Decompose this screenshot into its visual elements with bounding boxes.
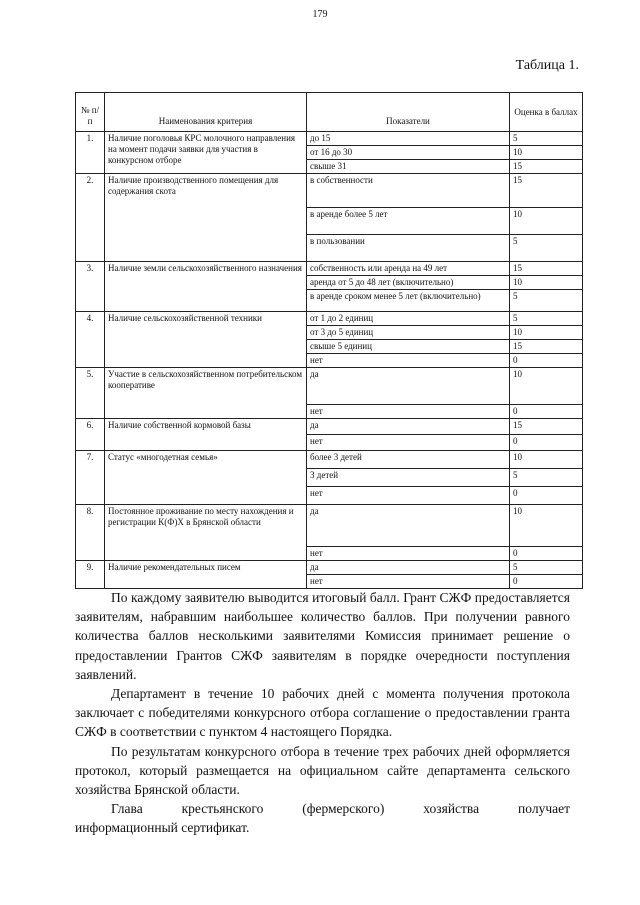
criterion-cell: Наличие рекомендательных писем: [105, 561, 307, 589]
indicator-cell: свыше 31: [307, 160, 510, 174]
score-cell: 5: [510, 312, 583, 326]
score-cell: 5: [510, 561, 583, 575]
criterion-cell: Наличие собственной кормовой базы: [105, 419, 307, 451]
indicator-cell: нет: [307, 547, 510, 561]
indicator-cell: нет: [307, 354, 510, 368]
table-caption: Таблица 1.: [515, 58, 579, 73]
score-cell: 0: [510, 435, 583, 451]
indicator-cell: нет: [307, 405, 510, 419]
score-cell: 0: [510, 547, 583, 561]
score-cell: 5: [510, 132, 583, 146]
score-cell: 10: [510, 505, 583, 547]
body-text: [75, 588, 570, 838]
row-number: 1.: [76, 132, 105, 174]
score-cell: 10: [510, 326, 583, 340]
row-number: 2.: [76, 174, 105, 262]
indicator-cell: в аренде более 5 лет: [307, 208, 510, 235]
header-indicator: Показатели: [307, 93, 510, 132]
indicator-cell: да: [307, 561, 510, 575]
table-header-row: [76, 93, 583, 132]
indicator-cell: в аренде сроком менее 5 лет (включительно): [307, 290, 510, 312]
indicator-cell: да: [307, 368, 510, 405]
score-cell: 0: [510, 575, 583, 589]
score-cell: 15: [510, 419, 583, 435]
criterion-cell: Постоянное проживание по месту нахождения и регистрации К(Ф)Х в Брянской области: [105, 505, 307, 561]
indicator-cell: в собственности: [307, 174, 510, 208]
indicator-cell: более 3 детей: [307, 451, 510, 469]
score-cell: 15: [510, 174, 583, 208]
paragraph: По каждому заявителю выводится итоговый балл. Грант СЖФ предоставляется заявителям, набравшим наибольшее количество баллов. При получении равного количества баллов несколькими заявителями Комиссия принимает решение о предоставлении Грантов СЖФ заявителям в порядке очередности поступления заявлений.: [75, 590, 570, 682]
score-cell: 5: [510, 469, 583, 487]
row-number: 8.: [76, 505, 105, 561]
score-cell: 0: [510, 487, 583, 505]
score-cell: 10: [510, 368, 583, 405]
indicator-cell: нет: [307, 435, 510, 451]
indicator-cell: свыше 5 единиц: [307, 340, 510, 354]
indicator-cell: до 15: [307, 132, 510, 146]
score-cell: 15: [510, 262, 583, 276]
indicator-cell: собственность или аренда на 49 лет: [307, 262, 510, 276]
paragraph: Департамент в течение 10 рабочих дней с момента получения протокола заключает с победителями конкурсного отбора соглашение о предоставлении гранта СЖФ в соответствии с пунктом 4 настоящего Порядка.: [75, 686, 570, 740]
score-cell: 5: [510, 235, 583, 262]
table-row: [76, 132, 583, 146]
indicator-cell: 3 детей: [307, 469, 510, 487]
criterion-cell: Участие в сельскохозяйственном потребительском кооперативе: [105, 368, 307, 419]
table-row: [76, 174, 583, 208]
criterion-cell: Наличие поголовья КРС молочного направления на момент подачи заявки для участия в конкурсном отборе: [105, 132, 307, 174]
indicator-cell: в пользовании: [307, 235, 510, 262]
table-row: [76, 419, 583, 435]
indicator-cell: да: [307, 505, 510, 547]
row-number: 4.: [76, 312, 105, 368]
score-cell: 10: [510, 276, 583, 290]
score-cell: 15: [510, 340, 583, 354]
table-row: [76, 368, 583, 405]
paragraph: Глава крестьянского (фермерского) хозяйства получает: [111, 801, 570, 817]
table-row: [76, 561, 583, 575]
header-criterion: Наименования критерия: [105, 93, 307, 132]
row-number: 9.: [76, 561, 105, 589]
indicator-cell: от 1 до 2 единиц: [307, 312, 510, 326]
score-cell: 5: [510, 290, 583, 312]
paragraph-continuation: информационный сертификат.: [75, 820, 250, 836]
indicator-cell: от 16 до 30: [307, 146, 510, 160]
score-cell: 10: [510, 146, 583, 160]
indicator-cell: нет: [307, 575, 510, 589]
score-cell: 15: [510, 160, 583, 174]
row-number: 5.: [76, 368, 105, 419]
paragraph: По результатам конкурсного отбора в течение трех рабочих дней оформляется протокол, который размещается на официальном сайте департамента сельского хозяйства Брянской области.: [75, 743, 570, 798]
criterion-cell: Наличие сельскохозяйственной техники: [105, 312, 307, 368]
table-row: [76, 505, 583, 547]
row-number: 3.: [76, 262, 105, 312]
row-number: 6.: [76, 419, 105, 451]
score-cell: 10: [510, 451, 583, 469]
criterion-cell: Наличие земли сельскохозяйственного назначения: [105, 262, 307, 312]
indicator-cell: да: [307, 419, 510, 435]
header-num: № п/п: [76, 93, 105, 132]
row-number: 7.: [76, 451, 105, 505]
score-cell: 0: [510, 354, 583, 368]
table-row: [76, 312, 583, 326]
indicator-cell: от 3 до 5 единиц: [307, 326, 510, 340]
criterion-cell: Статус «многодетная семья»: [105, 451, 307, 505]
table-row: [76, 262, 583, 276]
score-cell: 0: [510, 405, 583, 419]
header-score: Оценка в баллах: [510, 93, 583, 132]
page-number: 179: [312, 9, 328, 20]
criteria-table: [75, 92, 583, 589]
table-row: [76, 451, 583, 469]
criterion-cell: Наличие производственного помещения для содержания скота: [105, 174, 307, 262]
indicator-cell: аренда от 5 до 48 лет (включительно): [307, 276, 510, 290]
score-cell: 10: [510, 208, 583, 235]
indicator-cell: нет: [307, 487, 510, 505]
